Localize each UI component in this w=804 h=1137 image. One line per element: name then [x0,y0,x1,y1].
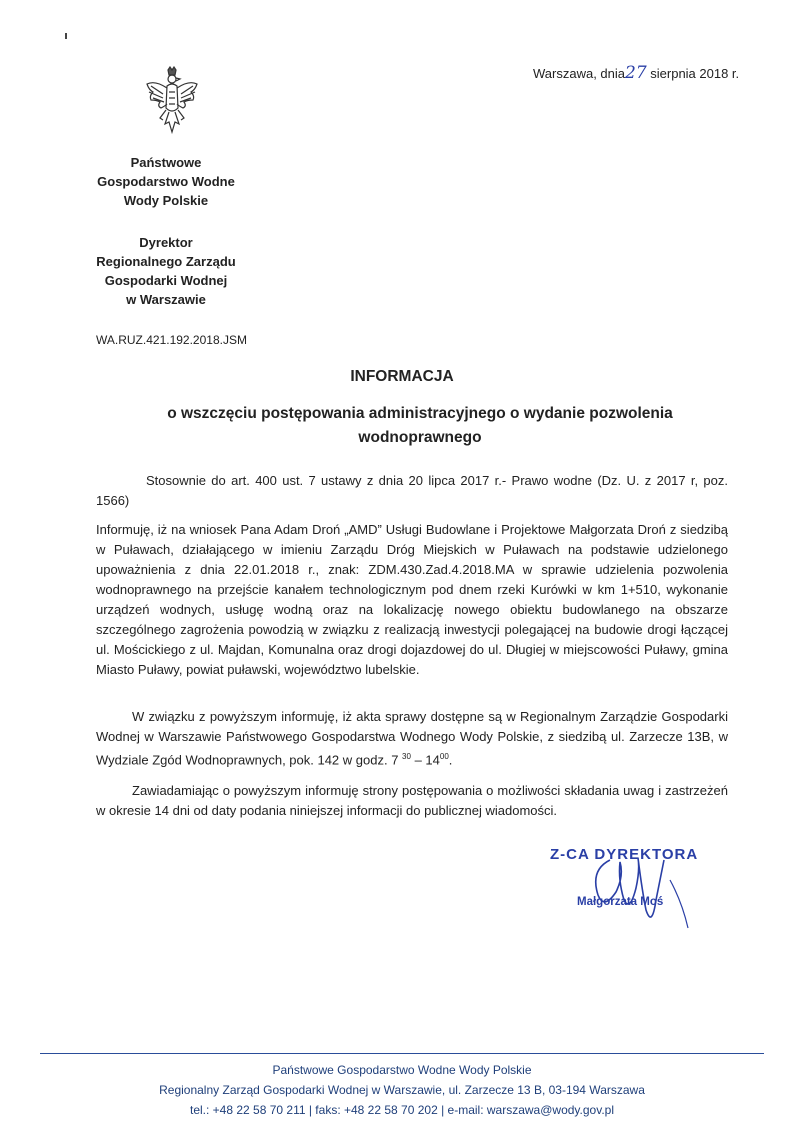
organization-name [96,153,236,210]
director-line: Gospodarki Wodnej [104,273,228,288]
director-line: Regionalnego Zarządu [96,254,236,269]
paragraph-file-access [96,707,728,770]
paragraph-application: Informuję, iż na wniosek Pana Adam Droń „AMD” Usługi Budowlane i Projektowe Małgorzata Droń z siedzibą w Puławach, działającego w imieniu Zarządu Dróg Miejskich w Puławach na podstawie udzielonego upoważnienia z dnia 22.01.2018 r., znak: ZDM.430.Zad.4.2018.MA w sprawie udzielenia pozwolenia wodnoprawnego na przejście kanałem technologicznym pod dnem rzeki Kurówki w km 1+510, wykonanie urządzeń wodnych, usługę wodną oraz na lokalizację nowego obiektu budowlanego na obszarze szczególnego zagrożenia powodzią w związku z realizacją inwestycji polegającej na budowie drogi łączącej ul. Mościckiego z ul. Majdan, Komunalna oraz drogi dojazdowej do ul. Długiej w miejscowości Puławy, gmina Miasto Puławy, powiat puławski, województwo lubelskie. [96,522,728,677]
p3-mid: – 14 [410,752,440,768]
director-block [96,233,236,309]
scan-mark [65,33,67,39]
date-prefix: Warszawa, dnia [533,66,625,81]
org-line: Gospodarstwo Wodne [97,174,235,189]
p3-sup-start: 30 [402,752,411,761]
footer-line-contact: tel.: +48 22 58 70 211 | faks: +48 22 58 70 202 | e-mail: warszawa@wody.gov.pl [189,1103,614,1117]
date-line [533,63,739,83]
date-day: 27 [625,63,647,83]
p3-sup-end: 00 [439,752,449,761]
document-title: INFORMACJA [350,368,454,385]
director-line: w Warszawie [126,292,206,307]
paragraph-legal-basis: Stosownie do art. 400 ust. 7 ustawy z dnia 20 lipca 2017 r.- Prawo wodne (Dz. U. z 2017 r, poz. 1566) [96,473,728,508]
document-subtitle: o wszczęciu postępowania administracyjnego o wydanie pozwolenia wodnoprawnego [167,405,673,446]
footer-divider [40,1053,764,1054]
footer-line-address: Regionalny Zarząd Gospodarki Wodnej w Warszawie, ul. Zarzecze 13 B, 03-194 Warszawa [159,1083,645,1097]
org-line: Wody Polskie [123,193,209,208]
p3-end: . [448,752,453,768]
reference-number: WA.RUZ.421.192.2018.JSM [96,333,247,347]
stamp-title: Z-CA DYREKTORA [550,846,699,863]
handwritten-signature-icon [520,840,740,930]
signatory-name: Małgorzata Moś [577,896,664,908]
paragraph-notice: Zawiadamiając o powyższym informuję strony postępowania o możliwości składania uwag i zastrzeżeń w okresie 14 dni od daty podania niniejszej informacji do publicznej wiadomości. [96,783,728,818]
date-suffix: sierpnia 2018 r. [650,66,740,81]
polish-eagle-emblem-icon [143,66,201,138]
org-line: Państwowe [130,155,202,170]
footer-line-organization: Państwowe Gospodarstwo Wodne Wody Polskie [272,1063,532,1077]
p3-text: W związku z powyższym informuję, iż akta sprawy dostępne są w Regionalnym Zarządzie Gospodarki Wodnej w Warszawie Państwowego Gospodarstwa Wodnego Wody Polskie, z siedzibą ul. Zarzecze 13B, w Wydziale Zgód Wodnoprawnych, pok. 142 w godz. 7 [96,709,728,768]
director-line: Dyrektor [139,235,193,250]
